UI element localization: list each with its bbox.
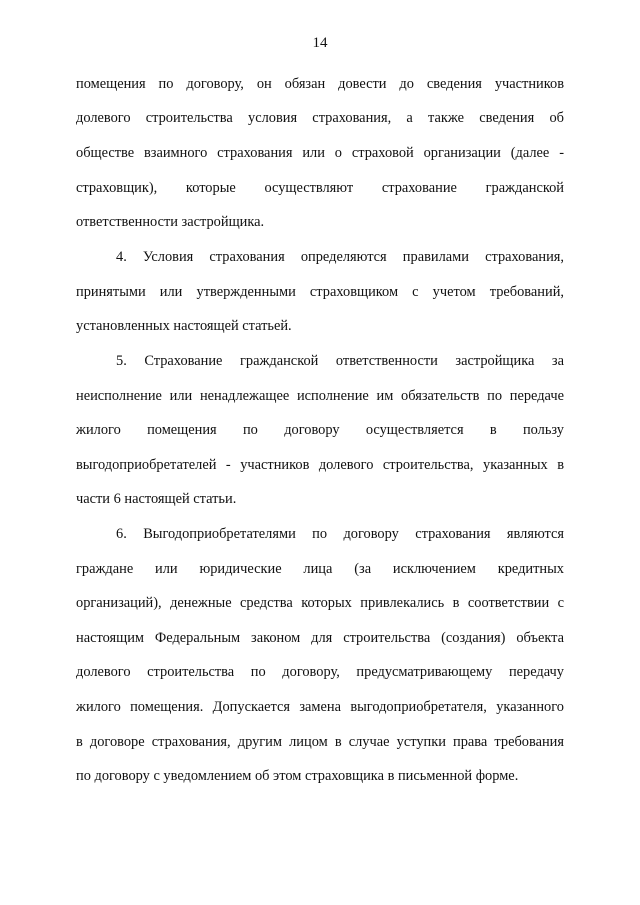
- text-line: долевого строительства условия страхования, а также сведения об: [76, 110, 564, 126]
- text-line: 5. Страхование гражданской ответственности застройщика за: [116, 353, 564, 369]
- text-line: обществе взаимного страхования или о страховой организации (далее -: [76, 145, 564, 161]
- text-line: неисполнение или ненадлежащее исполнение им обязательств по передаче: [76, 388, 564, 404]
- text-line: помещения по договору, он обязан довести до сведения участников: [76, 76, 564, 92]
- text-line: организаций), денежные средства которых привлекались в соответствии с: [76, 595, 564, 611]
- text-line: жилого помещения по договору осуществляется в пользу: [76, 422, 564, 438]
- text-line: 6. Выгодоприобретателями по договору страхования являются: [116, 526, 564, 542]
- text-line: в договоре страхования, другим лицом в случае уступки права требования: [76, 734, 564, 750]
- text-line: по договору с уведомлением об этом страховщика в письменной форме.: [76, 768, 519, 784]
- text-line: страховщик), которые осуществляют страхование гражданской: [76, 180, 564, 196]
- text-line: граждане или юридические лица (за исключением кредитных: [76, 561, 564, 577]
- text-line: долевого строительства по договору, предусматривающему передачу: [76, 664, 564, 680]
- text-line: 4. Условия страхования определяются правилами страхования,: [116, 249, 564, 265]
- text-line: ответственности застройщика.: [76, 214, 265, 230]
- page-number: 14: [312, 35, 328, 51]
- text-line: настоящим Федеральным законом для строительства (создания) объекта: [76, 630, 564, 646]
- text-line: части 6 настоящей статьи.: [76, 491, 237, 507]
- text-line: выгодоприобретателей - участников долевого строительства, указанных в: [76, 457, 564, 473]
- text-line: принятыми или утвержденными страховщиком с учетом требований,: [76, 284, 564, 300]
- text-line: установленных настоящей статьей.: [76, 318, 292, 334]
- text-line: жилого помещения. Допускается замена выгодоприобретателя, указанного: [76, 699, 564, 715]
